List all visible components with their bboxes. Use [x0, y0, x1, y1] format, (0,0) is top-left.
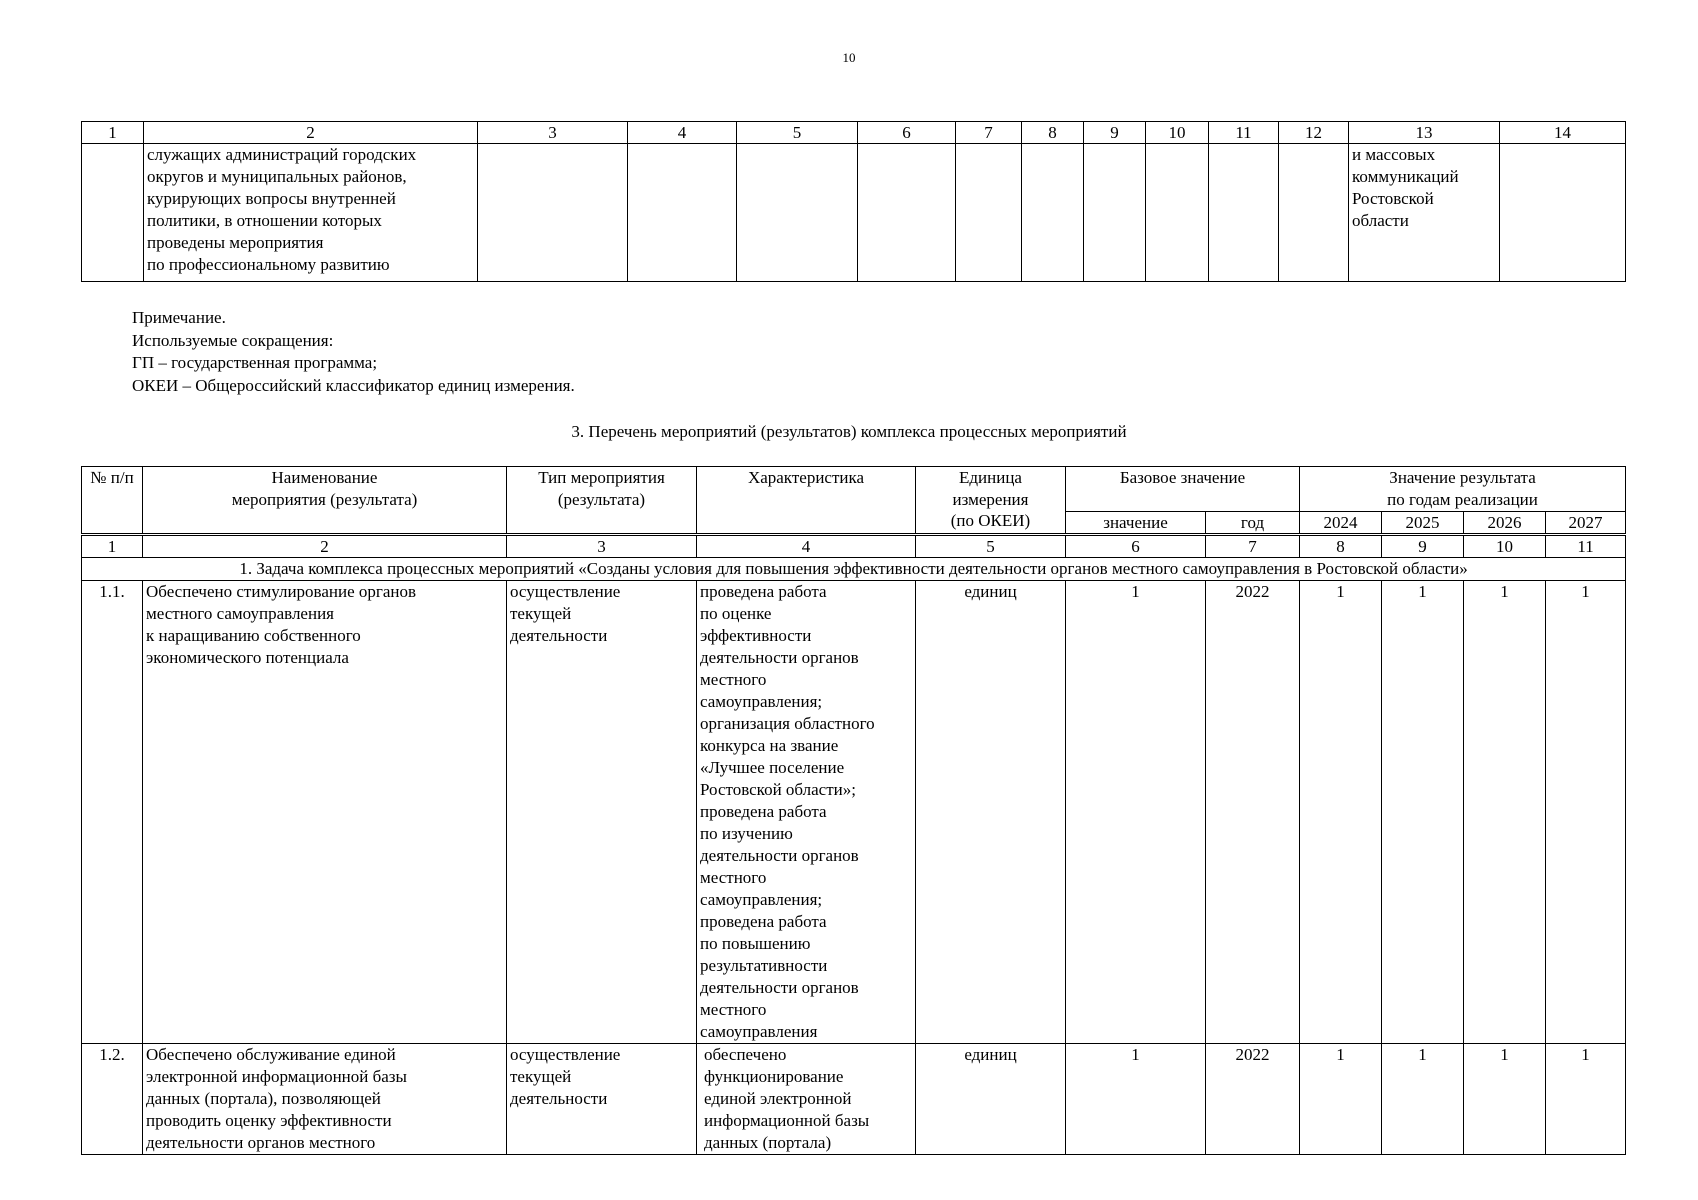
- row-number: 1.1.: [82, 581, 143, 1044]
- col-number: 5: [916, 535, 1066, 558]
- page-number: 10: [842, 50, 856, 65]
- col-number: 11: [1546, 535, 1626, 558]
- col-number: 10: [1146, 122, 1209, 144]
- measure-characteristic: проведена работа по оценке эффективности деятельности органов местного самоуправления; организация областного конкурса на звание «Лучшее поселение Ростовской области»; проведена работа по изучению деятельности органов местного самоуправления; проведена работа по повышению результативности деятельности органов местного самоуправления: [697, 581, 916, 1044]
- measure-type: осуществление текущей деятельности: [507, 581, 697, 1044]
- year-value: 1: [1300, 1044, 1382, 1155]
- header-year: 2025: [1382, 512, 1464, 535]
- header-num: № п/п: [82, 467, 143, 535]
- header-year: 2024: [1300, 512, 1382, 535]
- col-number: 1: [82, 122, 144, 144]
- year-value: 1: [1464, 1044, 1546, 1155]
- col-number: 6: [1066, 535, 1206, 558]
- continuation-table: [81, 121, 1626, 282]
- base-year: 2022: [1206, 581, 1300, 1044]
- col-number: 8: [1300, 535, 1382, 558]
- base-year: 2022: [1206, 1044, 1300, 1155]
- note-title: Примечание.: [132, 308, 226, 327]
- indicator-name-cell: служащих администраций городских округов и муниципальных районов, курирующих вопросы внутренней политики, в отношении которых проведены мероприятия по профессиональному развитию: [144, 144, 478, 282]
- header-characteristic: Характеристика: [697, 467, 916, 535]
- note-line: ОКЕИ – Общероссийский классификатор единиц измерения.: [132, 375, 575, 395]
- header-type: Тип мероприятия (результата): [507, 467, 697, 535]
- year-value: 1: [1546, 581, 1626, 1044]
- note-line: Используемые сокращения:: [132, 330, 334, 350]
- task-row: [82, 558, 1626, 581]
- note-line: ГП – государственная программа;: [132, 353, 378, 372]
- col-number: 1: [82, 535, 143, 558]
- year-value: 1: [1300, 581, 1382, 1044]
- table-row: [82, 144, 1626, 282]
- base-value: 1: [1066, 1044, 1206, 1155]
- col-number: 11: [1209, 122, 1279, 144]
- measure-characteristic: обеспечено функционирование единой электронной информационной базы данных (портала): [697, 1044, 916, 1155]
- col-number: 3: [478, 122, 628, 144]
- header-year: 2026: [1464, 512, 1546, 535]
- measure-name: Обеспечено обслуживание единой электронной информационной базы данных (портала), позволяющей проводить оценку эффективности деятельности органов местного: [143, 1044, 507, 1155]
- column-number-row: [82, 122, 1626, 144]
- table-row: [82, 1044, 1626, 1155]
- year-value: 1: [1464, 581, 1546, 1044]
- col-number: 5: [737, 122, 858, 144]
- measure-name: Обеспечено стимулирование органов местного самоуправления к наращиванию собственного экономического потенциала: [143, 581, 507, 1044]
- year-value: 1: [1382, 1044, 1464, 1155]
- col-number: 6: [858, 122, 956, 144]
- header-year: 2027: [1546, 512, 1626, 535]
- measures-table: [81, 466, 1626, 1155]
- header-row: [82, 467, 1626, 512]
- header-result: Значение результата по годам реализации: [1300, 467, 1626, 512]
- header-name: Наименование мероприятия (результата): [143, 467, 507, 535]
- header-unit: Единица измерения (по ОКЕИ): [916, 467, 1066, 535]
- base-value: 1: [1066, 581, 1206, 1044]
- column-number-row: [82, 535, 1626, 558]
- row-number: 1.2.: [82, 1044, 143, 1155]
- col-number: 9: [1084, 122, 1146, 144]
- task-title: 1. Задача комплекса процессных мероприятий «Созданы условия для повышения эффективности деятельности органов местного самоуправления в Ростовской области»: [82, 558, 1626, 581]
- year-value: 1: [1382, 581, 1464, 1044]
- col-number: 9: [1382, 535, 1464, 558]
- table-row: [82, 581, 1626, 1044]
- col-number: 4: [697, 535, 916, 558]
- header-base: Базовое значение: [1066, 467, 1300, 512]
- measure-unit: единиц: [916, 1044, 1066, 1155]
- header-base-year: год: [1206, 512, 1300, 535]
- col-number: 13: [1349, 122, 1500, 144]
- col-number: 2: [144, 122, 478, 144]
- col-number: 14: [1500, 122, 1626, 144]
- measure-type: осуществление текущей деятельности: [507, 1044, 697, 1155]
- note-block: [132, 307, 575, 397]
- col-number: 12: [1279, 122, 1349, 144]
- responsible-cell: и массовых коммуникаций Ростовской области: [1349, 144, 1500, 282]
- col-number: 4: [628, 122, 737, 144]
- col-number: 7: [1206, 535, 1300, 558]
- col-number: 7: [956, 122, 1022, 144]
- col-number: 8: [1022, 122, 1084, 144]
- year-value: 1: [1546, 1044, 1626, 1155]
- section-title: 3. Перечень мероприятий (результатов) комплекса процессных мероприятий: [571, 422, 1127, 441]
- measure-unit: единиц: [916, 581, 1066, 1044]
- col-number: 2: [143, 535, 507, 558]
- col-number: 3: [507, 535, 697, 558]
- header-base-value: значение: [1066, 512, 1206, 535]
- col-number: 10: [1464, 535, 1546, 558]
